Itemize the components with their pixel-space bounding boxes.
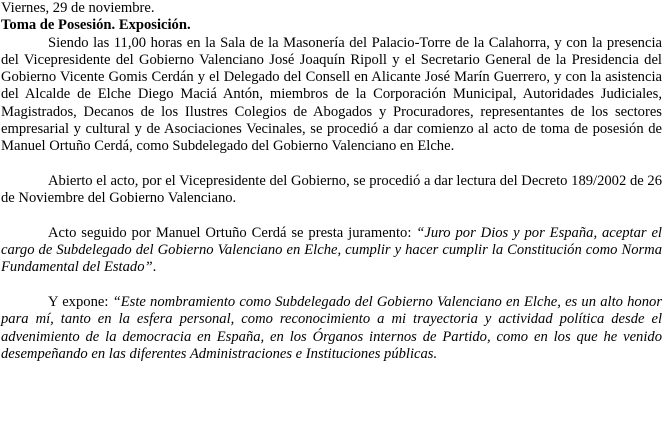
speech-intro: Y expone: [48,294,113,311]
paragraph-decree-text: Abierto el acto, por el Vicepresidente del Gobierno, se procedió a dar lectura del Decreto 189/2002 de 26 de Noviembre del Gobierno Valenciano. [1,172,662,207]
speech-quote: “Este nombramiento como Subdelegado del Gobierno Valenciano en Elche, es un alto honor para mí, tanto en la esfera personal, como reconocimiento a mi trayectoria y actividad política desde el advenimiento de la democracia en España, en los Órganos internos de Partido, como en los que he venido desempeñando en las diferentes Administraciones e Instituciones públicas. [1,294,662,362]
oath-quote: “Juro por Dios y por España, aceptar el cargo de Subdelegado del Gobierno Valenciano en Elche, cumplir y hacer cumplir la Constitución como Norma Fundamental del Estado” [1,224,662,276]
paragraph-speech [1,294,662,363]
paragraph-ceremony-text: Siendo las 11,00 horas en la Sala de la Masonería del Palacio-Torre de la Calahorra, y con la presencia del Vicepresidente del Gobierno Valenciano José Joaquín Ripoll y el Secretario General de la Presidencia del Gobierno Vicente Gomis Cerdán y el Delegado del Consell en Alicante José Marín Guerrero, y con la asistencia del Alcalde de Elche Diego Maciá Antón, miembros de la Corporación Municipal, Autoridades Judiciales, Magistrados, Decanos de los Ilustres Colegios de Abogados y Procuradores, representantes de los sectores empresarial y cultural y de Asociaciones Vecinales, se procedió a dar comienzo al acto de toma de posesión de Manuel Ortuño Cerdá, como Subdelegado del Gobierno Valenciano en Elche. [1,34,662,155]
section-title: Toma de Posesión. Exposición. [1,17,191,34]
oath-intro: Acto seguido por Manuel Ortuño Cerdá se presta juramento: [48,224,417,241]
oath-end: . [152,259,157,276]
paragraph-oath [1,225,662,277]
date-line: Viernes, 29 de noviembre. [1,0,155,16]
paragraph-decree [1,173,662,208]
paragraph-ceremony [1,35,662,156]
